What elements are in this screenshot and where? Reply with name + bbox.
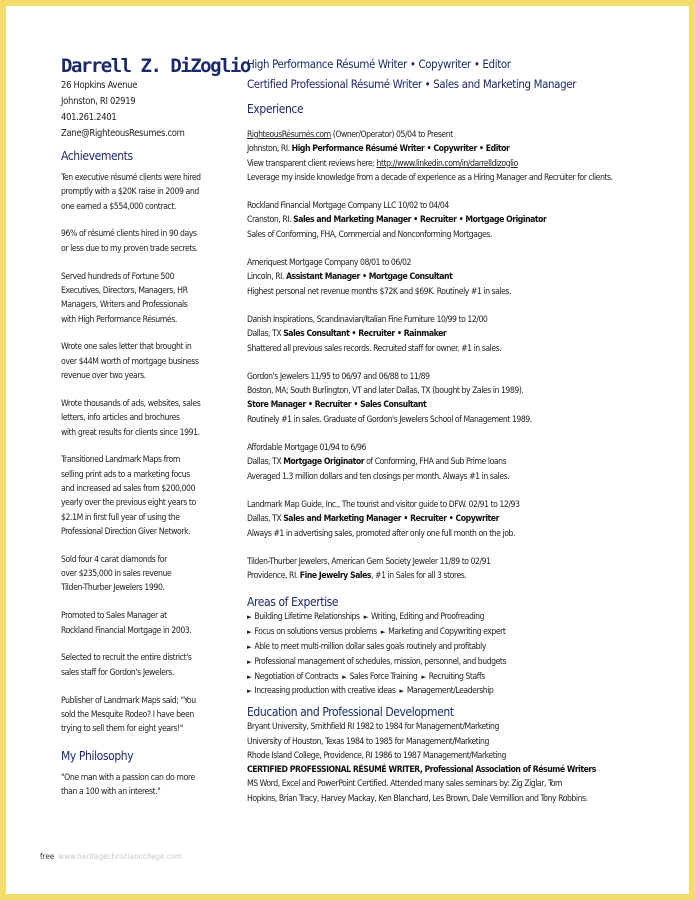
job-entry	[247, 313, 667, 356]
expertise-item: Able to meet multi-million dollar sales goals routinely and profitably	[254, 642, 486, 653]
philosophy-line: than a 100 with an interest."	[61, 787, 161, 798]
achievement-line: and increased ad sales from $200,000	[61, 484, 196, 495]
line-text: , #1 in Sales for all 3 stores.	[371, 571, 467, 582]
achievement-line: with High Performance Résumés.	[61, 314, 177, 325]
right-column	[247, 54, 667, 806]
job-entry	[247, 199, 667, 242]
education-line	[247, 720, 667, 734]
bold-text: Fine Jewelry Sales	[299, 571, 372, 582]
job-line	[247, 213, 667, 227]
achievement-line: Publisher of Landmark Maps said; "You	[61, 695, 196, 706]
job-line	[247, 455, 667, 469]
achievement-item	[61, 609, 233, 638]
bullet-triangle-icon: ►	[247, 687, 252, 696]
achievement-line: $2.1M in first full year of using the	[61, 512, 180, 523]
job-line	[247, 470, 667, 484]
job-line	[247, 171, 667, 185]
achievement-line: letters, info articles and brochures	[61, 413, 180, 424]
bold-text: Mortgage Originator	[283, 457, 365, 468]
education-line	[247, 792, 667, 806]
tagline-1: High Performance Résumé Writer • Copywriter • Editor	[247, 57, 511, 71]
achievement-line: with great results for clients since 1991.	[61, 427, 200, 438]
bullet-triangle-icon: ►	[247, 628, 252, 637]
achievement-line: Wrote thousands of ads, websites, sales	[61, 398, 201, 409]
line-text: View transparent client reviews here:	[247, 158, 377, 169]
line-text: Lincoln, RI.	[247, 272, 287, 283]
expertise-row	[247, 640, 667, 655]
education-line	[247, 749, 667, 763]
bullet-triangle-icon: ►	[363, 613, 368, 622]
expertise-row	[247, 625, 667, 640]
job-entry	[247, 441, 667, 484]
achievement-item	[61, 397, 233, 440]
line-text: Ameriquest Mortgage Company 08/01 to 06/02	[247, 258, 411, 269]
job-entry	[247, 128, 667, 185]
education-list	[247, 720, 667, 806]
bold-text: Sales and Marketing Manager • Recruiter • Copywriter	[283, 514, 499, 525]
experience-heading: Experience	[247, 102, 304, 116]
expertise-row	[247, 684, 667, 699]
job-line	[247, 327, 667, 341]
job-entry	[247, 555, 667, 584]
line-text: Cranston, RI.	[247, 215, 294, 226]
achievement-line: sales staff for Gordon's Jewelers.	[61, 667, 174, 678]
footer-label: free	[40, 852, 55, 861]
expertise-item: Recruiting Staffs	[428, 671, 485, 682]
expertise-row	[247, 655, 667, 670]
bullet-triangle-icon: ►	[421, 672, 426, 681]
achievement-line: Managers, Writers and Professionals	[61, 300, 188, 311]
bold-text: CERTIFIED PROFESSIONAL RÉSUMÉ WRITER, Professional Association of Résumé Writers	[247, 765, 596, 776]
achievement-line: Served hundreds of Fortune 500	[61, 271, 175, 282]
job-line	[247, 199, 667, 213]
bold-text: Assistant Manager • Mortgage Consultant	[286, 272, 453, 283]
line-text: Landmark Map Guide, Inc., The tourist and visitor guide to DFW. 02/91 to 12/93	[247, 499, 520, 510]
achievement-line: promptly with a $20K raise in 2009 and	[61, 187, 199, 198]
achievement-line: Transitioned Landmark Maps from	[61, 455, 180, 466]
expertise-list	[247, 610, 667, 699]
achievement-line: sold the Mesquite Rodeo? I have been	[61, 709, 194, 720]
achievement-line: selling print ads to a marketing focus	[61, 469, 190, 480]
achievement-line: revenue over two years.	[61, 371, 146, 382]
bullet-triangle-icon: ►	[399, 687, 404, 696]
line-text: Dallas, TX	[247, 457, 284, 468]
job-line	[247, 370, 667, 384]
job-line	[247, 441, 667, 455]
line-text: Shattered all previous sales records. Recruited staff for owner. #1 in sales.	[247, 343, 502, 354]
expertise-item: Professional management of schedules, mission, personnel, and budgets	[254, 656, 507, 667]
philosophy-line: "One man with a passion can do more	[61, 773, 195, 784]
left-column	[61, 54, 250, 813]
bullet-triangle-icon: ►	[247, 643, 252, 652]
experience-list	[247, 128, 667, 583]
contact-line: Johnston, RI 02919	[61, 96, 136, 107]
resume-page	[6, 6, 689, 894]
line-text: University of Houston, Texas 1984 to 1985 for Management/Marketing	[247, 736, 489, 747]
contact-line: Zane@RighteousResumes.com	[61, 128, 185, 139]
achievement-item	[61, 171, 233, 214]
expertise-item: Marketing and Copywriting expert	[388, 627, 506, 638]
link-text: RighteousRésumés.com	[247, 130, 331, 140]
achievement-line: Ten executive résumé clients were hired	[61, 173, 201, 183]
bold-text: Sales Consultant • Recruiter • Rainmaker	[283, 329, 447, 340]
line-text: Rockland Financial Mortgage Company LLC 10/02 to 04/04	[247, 201, 449, 212]
line-text: Johnston, RI.	[247, 144, 292, 155]
line-text: (Owner/Operator) 05/04 to Present	[330, 130, 453, 140]
line-text: Bryant University, Smithfield RI 1982 to 1984 for Management/Marketing	[247, 722, 499, 733]
line-text: Dallas, TX	[247, 514, 284, 525]
achievement-line: 96% of résumé clients hired in 90 days	[61, 229, 197, 240]
bullet-triangle-icon: ►	[380, 628, 386, 637]
job-line	[247, 527, 667, 541]
line-text: Sales of Conforming, FHA, Commercial and Nonconforming Mortgages.	[247, 229, 492, 240]
education-heading: Education and Professional Development	[247, 705, 454, 720]
achievement-line: Professional Direction Giver Network.	[61, 526, 191, 537]
achievement-line: Executives, Directors, Managers, HR	[61, 285, 188, 296]
job-line	[247, 128, 667, 142]
bold-text: Sales and Marketing Manager • Recruiter • Mortgage Originator	[293, 215, 547, 226]
line-text: Affordable Mortgage 01/94 to 6/96	[247, 443, 366, 454]
job-line	[247, 157, 667, 171]
achievement-line: or less due to my proven trade secrets.	[61, 243, 198, 254]
job-line	[247, 555, 667, 569]
expertise-item: Management/Leadership	[406, 686, 494, 697]
job-line	[247, 228, 667, 242]
job-line	[247, 285, 667, 299]
line-text: Boston, MA; South Burlington, VT and later Dallas, TX (bought by Zales in 1989).	[247, 386, 524, 397]
line-text: Rhode Island College, Providence, RI 1986 to 1987 Management/Marketing	[247, 750, 506, 761]
footer-watermark: www.heritagechristiancollege.com	[58, 852, 183, 861]
job-line	[247, 498, 667, 512]
expertise-row	[247, 670, 667, 685]
bullet-triangle-icon: ►	[247, 672, 252, 681]
education-line	[247, 735, 667, 749]
job-line	[247, 384, 667, 398]
achievement-line: trying to sell them for eight years!"	[61, 724, 184, 735]
achievement-item	[61, 270, 233, 327]
achievement-item	[61, 227, 233, 256]
achievement-item	[61, 553, 233, 596]
education-line	[247, 763, 667, 777]
tagline-2: Certified Professional Résumé Writer • Sales and Marketing Manager	[247, 77, 577, 91]
expertise-item: Negotiation of Contracts	[254, 671, 339, 682]
achievement-item	[61, 651, 233, 680]
line-text: Always #1 in advertising sales, promoted after only one full month on the job.	[247, 528, 516, 539]
expertise-item: Focus on solutions versus problems	[254, 627, 377, 638]
job-line	[247, 413, 667, 427]
achievement-line: Selected to recruit the entire district's	[61, 653, 192, 664]
job-line	[247, 569, 667, 583]
achievement-item	[61, 340, 233, 383]
achievement-line: Wrote one sales letter that brought in	[61, 342, 192, 353]
bullet-triangle-icon: ►	[342, 672, 347, 681]
achievement-line: Tilden-Thurber Jewelers 1990.	[61, 583, 165, 594]
achievement-line: Rockland Financial Mortgage in 2003.	[61, 625, 192, 636]
philosophy-heading: My Philosophy	[61, 749, 134, 764]
job-line	[247, 270, 667, 284]
line-text: Routinely #1 in sales. Graduate of Gordon's Jewelers School of Management 1989.	[247, 414, 532, 425]
expertise-item: Increasing production with creative ideas	[254, 686, 396, 697]
line-text: MS Word, Excel and PowerPoint Certified. Attended many sales seminars by: Zig Ziglar, Tom	[247, 779, 563, 790]
expertise-item: Writing, Editing and Proofreading	[371, 612, 485, 623]
achievement-line: yearly over the previous eight years to	[61, 498, 196, 509]
bullet-triangle-icon: ►	[247, 613, 252, 622]
job-line	[247, 313, 667, 327]
achievement-line: over $44M worth of mortgage business	[61, 356, 199, 367]
achievement-line: over $235,000 in sales revenue	[61, 569, 172, 580]
contact-line: 26 Hopkins Avenue	[61, 80, 138, 91]
philosophy-quote	[61, 771, 233, 800]
bullet-triangle-icon: ►	[247, 657, 252, 666]
line-text: Dallas, TX	[247, 329, 284, 340]
link-text: http://www.linkedin.com/in/darrelldizoglio	[376, 158, 518, 169]
job-line	[247, 256, 667, 270]
job-line	[247, 142, 667, 156]
achievement-line: one earned a $554,000 contract.	[61, 201, 177, 212]
job-line	[247, 512, 667, 526]
line-text: Averaged 1.3 million dollars and ten closings per month. Always #1 in sales.	[247, 471, 510, 482]
job-entry	[247, 256, 667, 299]
achievement-item	[61, 694, 233, 737]
expertise-row	[247, 610, 667, 625]
line-text: Gordon's Jewelers 11/95 to 06/97 and 06/88 to 11/89	[247, 371, 430, 382]
achievement-line: Promoted to Sales Manager at	[61, 611, 167, 622]
line-text: Providence, RI.	[247, 571, 300, 582]
contact-block	[61, 78, 233, 142]
achievement-item	[61, 453, 233, 539]
candidate-name: Darrell Z. DiZoglio	[61, 55, 250, 77]
line-text: Highest personal net revenue months $72K and $69K. Routinely #1 in sales.	[247, 286, 512, 297]
expertise-heading: Areas of Expertise	[247, 595, 339, 610]
job-entry	[247, 498, 667, 541]
achievements-list	[61, 171, 233, 737]
footer	[40, 852, 182, 861]
line-text: Leverage my inside knowledge from a decade of experience as a Hiring Manager and Recruiter for clients.	[247, 172, 613, 183]
job-entry	[247, 370, 667, 427]
education-line	[247, 777, 667, 791]
achievement-line: Sold four 4 carat diamonds for	[61, 554, 167, 565]
achievements-heading: Achievements	[61, 149, 133, 163]
expertise-item: Sales Force Training	[349, 671, 418, 682]
line-text: of Conforming, FHA and Sub Prime loans	[364, 457, 507, 468]
contact-line: 401.261.2401	[61, 112, 117, 123]
expertise-item: Building Lifetime Relationships	[254, 612, 360, 623]
job-line	[247, 398, 667, 412]
job-line	[247, 342, 667, 356]
line-text: Hopkins, Brian Tracy, Harvey Mackay, Ken Blanchard, Les Brown, Dale Vermillion and Tony Robbins.	[247, 793, 588, 804]
bold-text: Store Manager • Recruiter • Sales Consultant	[247, 400, 427, 411]
philosophy-text	[61, 771, 233, 800]
line-text: Danish Inspirations, Scandinavian/Italian Fine Furniture 10/99 to 12/00	[247, 314, 488, 325]
bold-text: High Performance Résumé Writer • Copywriter • Editor	[291, 144, 510, 155]
line-text: Tilden-Thurber Jewelers, American Gem Society Jeweler 11/89 to 02/91	[247, 556, 491, 567]
